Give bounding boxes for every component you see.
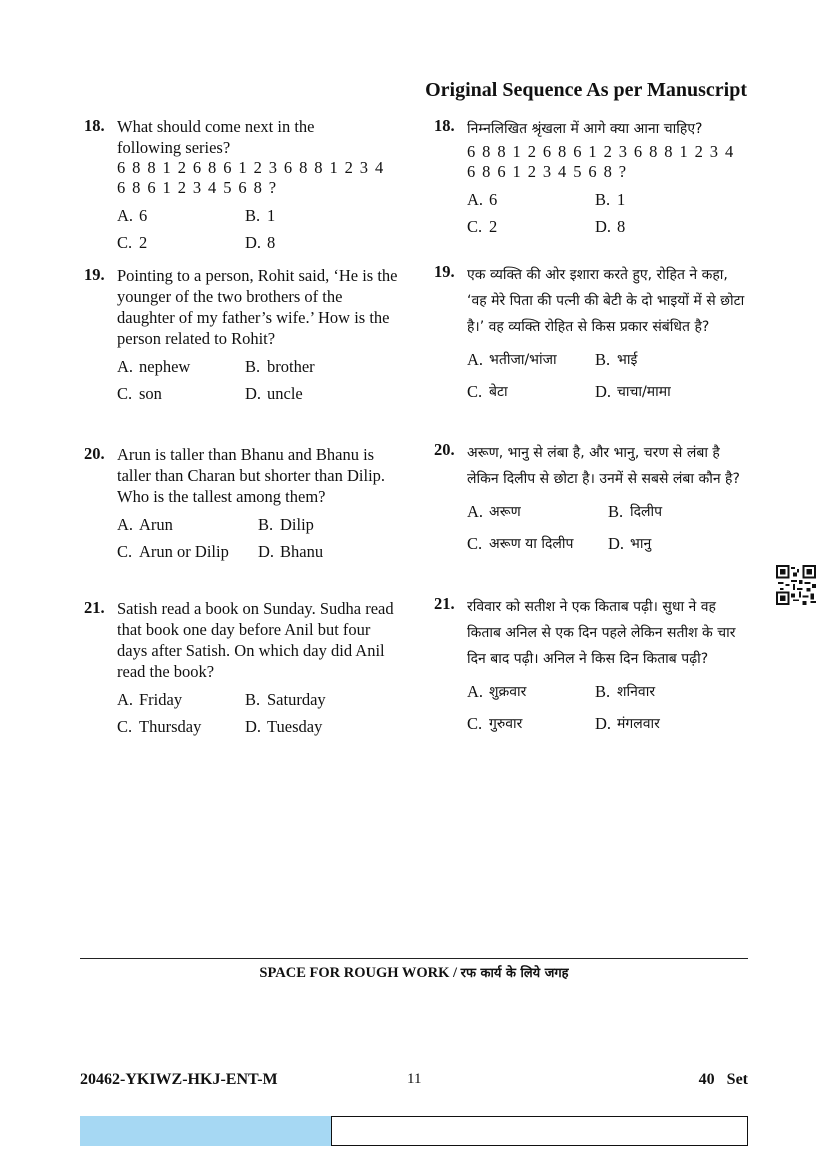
option-b[interactable]: B. शनिवार — [595, 682, 656, 701]
question-number: 18. — [434, 116, 455, 135]
question-number: 18. — [84, 116, 105, 135]
question-text: निम्नलिखित श्रृंखला में आगे क्या आना चाहिए? — [467, 121, 703, 137]
question-hi-20 — [434, 440, 754, 560]
option-d[interactable]: D. Tuesday — [245, 717, 323, 736]
rough-work-label: SPACE FOR ROUGH WORK / रफ कार्य के लिये जगह — [259, 965, 569, 981]
option-a[interactable]: A. nephew — [117, 357, 191, 376]
question-en-21 — [84, 598, 404, 740]
option-a[interactable]: A. भतीजा/भांजा — [467, 350, 557, 369]
question-number: 21. — [84, 598, 105, 617]
option-a[interactable]: A. शुक्रवार — [467, 682, 527, 701]
option-c[interactable]: C. 2 — [117, 233, 148, 252]
option-d[interactable]: D. चाचा/मामा — [595, 382, 671, 401]
series-line: 6 8 6 1 2 3 4 5 6 8 ? — [467, 162, 628, 181]
question-number: 19. — [434, 262, 455, 281]
series-line: 6 8 8 1 2 6 8 6 1 2 3 6 8 8 1 2 3 4 — [117, 158, 385, 177]
option-c[interactable]: C. Arun or Dilip — [117, 542, 229, 561]
page-number: 11 — [407, 1071, 422, 1087]
question-text: अरूण, भानु से लंबा है, और भानु, चरण से लंबा है लेकिन दिलीप से छोटा है। उनमें से सबसे लंबा कौन है? — [467, 445, 740, 487]
qr-code-icon — [776, 565, 816, 605]
option-a[interactable]: A. Friday — [117, 690, 183, 709]
option-b[interactable]: B. Dilip — [258, 515, 314, 534]
question-text: एक व्यक्ति की ओर इशारा करते हुए, रोहित ने कहा, ‘वह मेरे पिता की पत्नी की बेटी के दो भाइयों में से छोटा है।’ वह व्यक्ति रोहित से किस प्रकार संबंधित है? — [467, 267, 745, 335]
hindi-column — [434, 116, 764, 766]
option-c[interactable]: C. बेटा — [467, 382, 508, 401]
question-hi-18 — [434, 116, 754, 240]
series-line: 6 8 8 1 2 6 8 6 1 2 3 6 8 8 1 2 3 4 — [467, 142, 735, 161]
question-text: Satish read a book on Sunday. Sudha read that book one day before Anil but four days after Satish. On which day did Anil read the book? — [117, 599, 394, 681]
question-en-20 — [84, 444, 404, 565]
options — [117, 353, 404, 407]
option-c[interactable]: C. अरूण या दिलीप — [467, 534, 574, 553]
question-text: Pointing to a person, Rohit said, ‘He is the younger of the two brothers of the daughter of my father’s wife.’ How is the person related to Rohit? — [117, 266, 398, 348]
option-d[interactable]: D. Bhanu — [258, 542, 324, 561]
options — [467, 676, 754, 740]
paper-code: 20462-YKIWZ-HKJ-ENT-M — [80, 1071, 278, 1088]
english-column — [84, 116, 414, 756]
question-hi-21 — [434, 594, 754, 740]
option-b[interactable]: B. 1 — [245, 206, 276, 225]
options — [467, 496, 754, 560]
option-c[interactable]: C. Thursday — [117, 717, 202, 736]
page-title: Original Sequence As per Manuscript — [425, 79, 747, 101]
footer-box — [331, 1116, 748, 1146]
option-d[interactable]: D. 8 — [595, 217, 626, 236]
question-text: What should come next in the following series? — [117, 117, 315, 157]
question-text: Arun is taller than Bhanu and Bhanu is taller than Charan but shorter than Dilip. Who is the tallest among them? — [117, 445, 386, 506]
option-d[interactable]: D. uncle — [245, 384, 303, 403]
option-b[interactable]: B. brother — [245, 357, 315, 376]
series-line: 6 8 6 1 2 3 4 5 6 8 ? — [117, 178, 278, 197]
option-c[interactable]: C. 2 — [467, 217, 498, 236]
option-c[interactable]: C. son — [117, 384, 162, 403]
option-c[interactable]: C. गुरुवार — [467, 714, 523, 733]
question-text: रविवार को सतीश ने एक किताब पढ़ी। सुधा ने वह किताब अनिल से एक दिन पहले लेकिन सतीश के चार दिन बाद पढ़ी। अनिल ने किस दिन किताब पढ़ी? — [467, 599, 736, 667]
question-en-19 — [84, 265, 404, 407]
option-d[interactable]: D. मंगलवार — [595, 714, 660, 733]
option-a[interactable]: A. अरूण — [467, 502, 521, 521]
question-number: 20. — [84, 444, 105, 463]
options — [467, 344, 754, 408]
option-b[interactable]: B. दिलीप — [608, 502, 663, 521]
options — [467, 186, 754, 240]
question-hi-19 — [434, 262, 754, 408]
option-b[interactable]: B. Saturday — [245, 690, 326, 709]
set-label: 40 Set — [698, 1071, 748, 1088]
option-d[interactable]: D. भानु — [608, 534, 652, 553]
options — [117, 686, 404, 740]
question-en-18 — [84, 116, 404, 256]
option-d[interactable]: D. 8 — [245, 233, 276, 252]
option-a[interactable]: A. Arun — [117, 515, 173, 534]
question-number: 20. — [434, 440, 455, 459]
option-a[interactable]: A. 6 — [117, 206, 148, 225]
options — [117, 511, 404, 565]
rough-work-divider — [80, 958, 748, 959]
question-number: 21. — [434, 594, 455, 613]
options — [117, 202, 404, 256]
option-b[interactable]: B. भाई — [595, 350, 638, 369]
footer-color-bar — [80, 1116, 332, 1146]
question-number: 19. — [84, 265, 105, 284]
option-b[interactable]: B. 1 — [595, 190, 626, 209]
option-a[interactable]: A. 6 — [467, 190, 498, 209]
